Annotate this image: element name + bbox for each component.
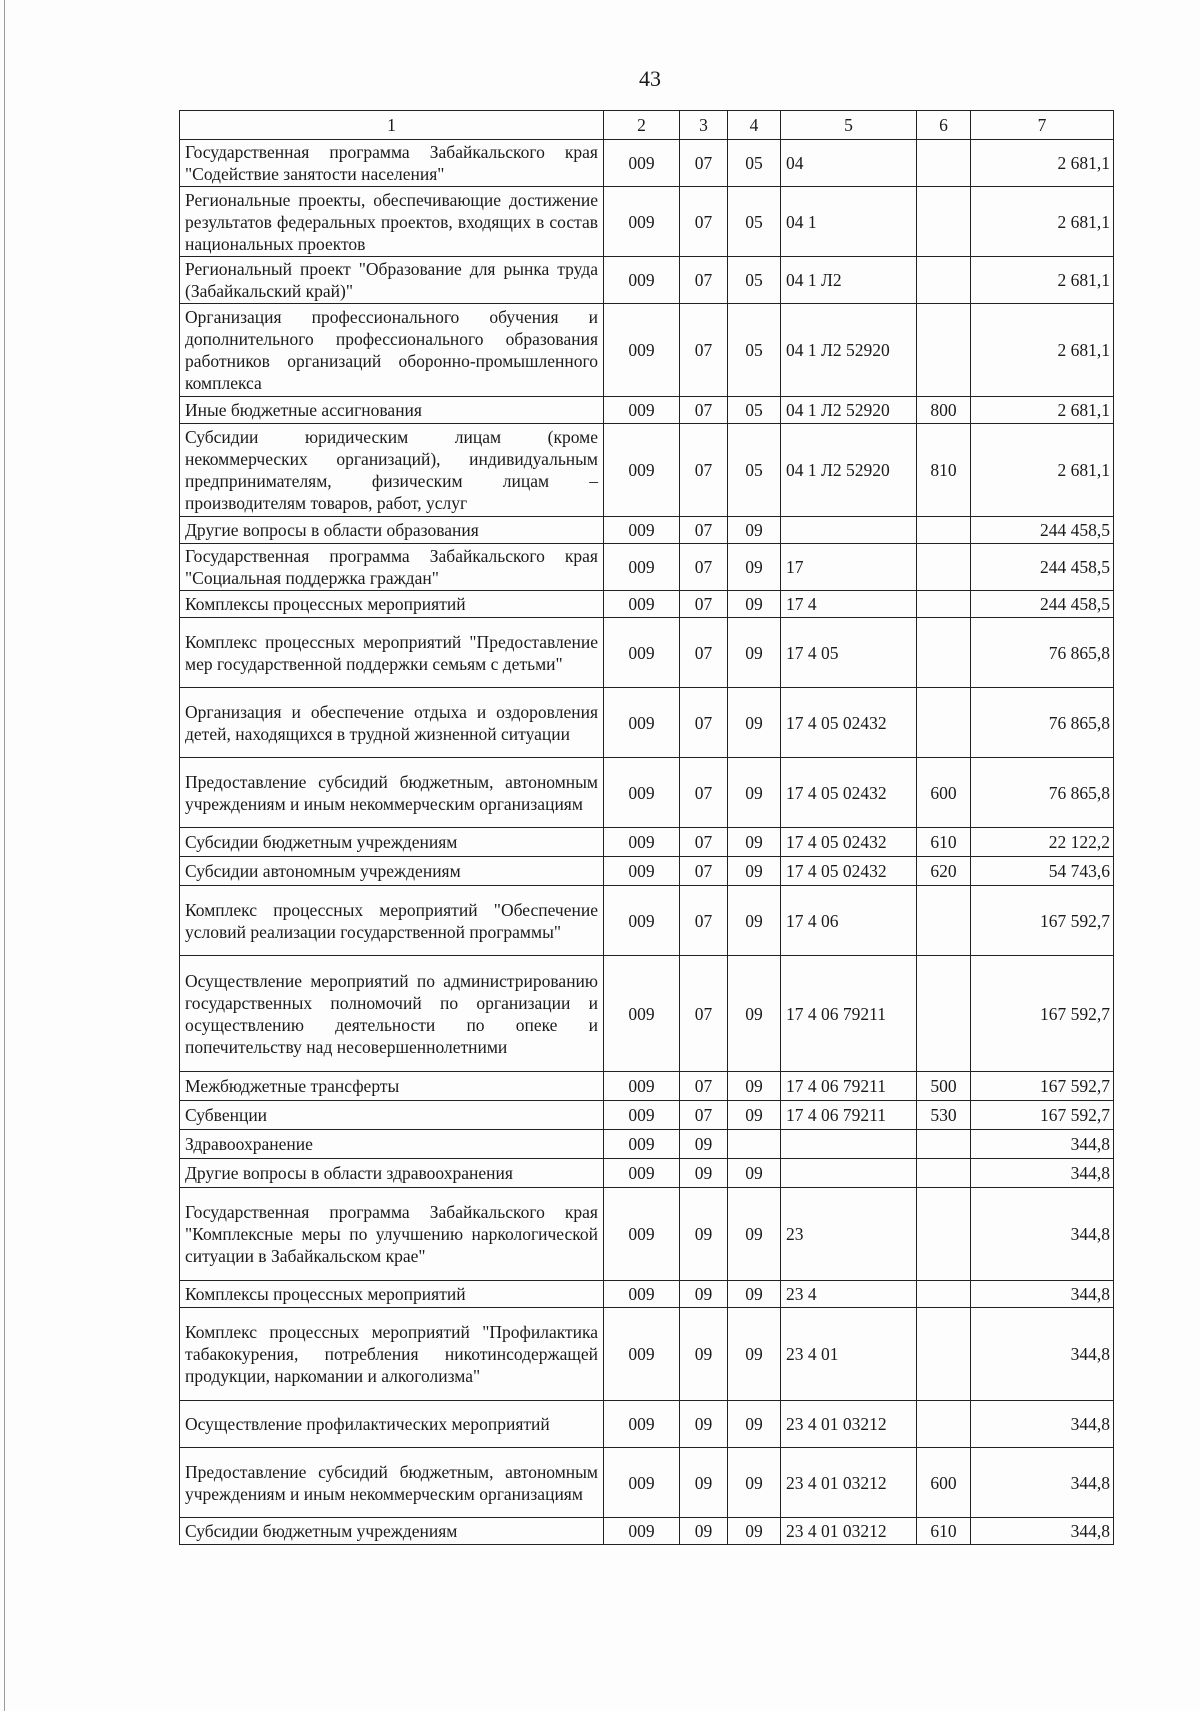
row-code-cell-5: 23 4 [781, 1281, 917, 1308]
row-amount-cell: 2 681,1 [971, 397, 1114, 424]
row-code-cell-2: 009 [604, 1130, 680, 1159]
table-row [180, 1188, 1114, 1281]
row-code-cell-3: 09 [680, 1159, 728, 1188]
row-code-cell-5 [781, 1130, 917, 1159]
scan-edge-line [4, 0, 5, 1711]
row-amount-cell: 244 458,5 [971, 544, 1114, 591]
row-code-cell-4: 05 [728, 304, 781, 397]
row-amount-cell: 76 865,8 [971, 618, 1114, 688]
table-row [180, 397, 1114, 424]
row-code-cell-2: 009 [604, 304, 680, 397]
row-amount-cell: 167 592,7 [971, 1072, 1114, 1101]
row-code-cell-5: 17 4 05 02432 [781, 828, 917, 857]
row-code-cell-2: 009 [604, 544, 680, 591]
row-name-cell: Межбюджетные трансферты [180, 1072, 604, 1101]
row-code-cell-4: 05 [728, 257, 781, 304]
budget-table [179, 110, 1114, 1545]
row-code-cell-5: 17 4 05 02432 [781, 758, 917, 828]
row-amount-cell: 54 743,6 [971, 857, 1114, 886]
row-name-cell: Субсидии бюджетным учреждениям [180, 1518, 604, 1545]
row-code-cell-6: 610 [917, 828, 971, 857]
table-row [180, 1281, 1114, 1308]
row-code-cell-3: 09 [680, 1281, 728, 1308]
row-code-cell-5 [781, 1159, 917, 1188]
row-name-cell: Предоставление субсидий бюджетным, автономным учреждениям и иным некоммерческим организациям [180, 1448, 604, 1518]
row-code-cell-2: 009 [604, 857, 680, 886]
row-code-cell-5: 04 1 Л2 [781, 257, 917, 304]
row-code-cell-2: 009 [604, 140, 680, 187]
row-amount-cell: 244 458,5 [971, 517, 1114, 544]
row-code-cell-6 [917, 1130, 971, 1159]
table-row [180, 591, 1114, 618]
row-code-cell-5: 23 4 01 03212 [781, 1518, 917, 1545]
row-name-cell: Здравоохранение [180, 1130, 604, 1159]
row-code-cell-2: 009 [604, 591, 680, 618]
row-code-cell-5: 17 4 05 02432 [781, 688, 917, 758]
row-code-cell-4: 09 [728, 517, 781, 544]
row-code-cell-2: 009 [604, 257, 680, 304]
row-name-cell: Комплекс процессных мероприятий "Профилактика табакокурения, потребления никотинсодержащей продукции, наркомании и алкоголизма" [180, 1308, 604, 1401]
table-row [180, 956, 1114, 1072]
row-code-cell-4: 09 [728, 1281, 781, 1308]
row-name-cell: Субсидии бюджетным учреждениям [180, 828, 604, 857]
table-row [180, 1401, 1114, 1448]
row-amount-cell: 244 458,5 [971, 591, 1114, 618]
table-row [180, 517, 1114, 544]
row-code-cell-4: 05 [728, 140, 781, 187]
header-cell-6: 6 [917, 111, 971, 140]
row-code-cell-3: 07 [680, 886, 728, 956]
row-code-cell-3: 07 [680, 1072, 728, 1101]
row-code-cell-2: 009 [604, 828, 680, 857]
table-row [180, 187, 1114, 257]
row-name-cell: Осуществление мероприятий по администрированию государственных полномочий по организации и осуществлению деятельности по опеке и попечительству над несовершеннолетними [180, 956, 604, 1072]
row-amount-cell: 167 592,7 [971, 1101, 1114, 1130]
row-code-cell-3: 07 [680, 1101, 728, 1130]
row-code-cell-6: 610 [917, 1518, 971, 1545]
row-name-cell: Комплекс процессных мероприятий "Предоставление мер государственной поддержки семьям с детьми" [180, 618, 604, 688]
row-code-cell-6 [917, 886, 971, 956]
row-code-cell-5: 17 4 06 79211 [781, 1072, 917, 1101]
row-code-cell-2: 009 [604, 1281, 680, 1308]
row-name-cell: Субсидии юридическим лицам (кроме некоммерческих организаций), индивидуальным предпринимателям, физическим лицам – производителям товаров, работ, услуг [180, 424, 604, 517]
row-code-cell-4: 09 [728, 1308, 781, 1401]
header-cell-2: 2 [604, 111, 680, 140]
row-code-cell-5 [781, 517, 917, 544]
row-amount-cell: 344,8 [971, 1159, 1114, 1188]
row-amount-cell: 344,8 [971, 1448, 1114, 1518]
row-name-cell: Предоставление субсидий бюджетным, автономным учреждениям и иным некоммерческим организациям [180, 758, 604, 828]
row-code-cell-3: 07 [680, 257, 728, 304]
row-code-cell-5: 17 4 06 79211 [781, 1101, 917, 1130]
row-code-cell-4: 05 [728, 187, 781, 257]
row-amount-cell: 2 681,1 [971, 257, 1114, 304]
row-code-cell-4: 09 [728, 1159, 781, 1188]
row-code-cell-2: 009 [604, 1401, 680, 1448]
row-name-cell: Субсидии автономным учреждениям [180, 857, 604, 886]
row-code-cell-4: 05 [728, 397, 781, 424]
row-code-cell-3: 07 [680, 304, 728, 397]
row-code-cell-4: 09 [728, 956, 781, 1072]
table-row [180, 1448, 1114, 1518]
row-code-cell-4: 09 [728, 591, 781, 618]
row-code-cell-3: 07 [680, 544, 728, 591]
table-row [180, 1308, 1114, 1401]
row-code-cell-3: 07 [680, 591, 728, 618]
row-code-cell-5: 17 4 05 02432 [781, 857, 917, 886]
row-code-cell-5: 23 [781, 1188, 917, 1281]
row-code-cell-4: 09 [728, 1188, 781, 1281]
row-code-cell-3: 09 [680, 1518, 728, 1545]
row-code-cell-3: 07 [680, 424, 728, 517]
row-amount-cell: 2 681,1 [971, 140, 1114, 187]
row-code-cell-5: 04 1 Л2 52920 [781, 397, 917, 424]
row-name-cell: Государственная программа Забайкальского края "Комплексные меры по улучшению наркологической ситуации в Забайкальском крае" [180, 1188, 604, 1281]
row-code-cell-3: 07 [680, 828, 728, 857]
table-row [180, 688, 1114, 758]
table-row [180, 758, 1114, 828]
row-code-cell-4: 09 [728, 1401, 781, 1448]
row-code-cell-2: 009 [604, 517, 680, 544]
row-code-cell-2: 009 [604, 618, 680, 688]
row-name-cell: Другие вопросы в области здравоохранения [180, 1159, 604, 1188]
row-code-cell-3: 09 [680, 1188, 728, 1281]
row-code-cell-3: 07 [680, 956, 728, 1072]
row-code-cell-4: 09 [728, 1072, 781, 1101]
row-code-cell-5: 04 [781, 140, 917, 187]
row-code-cell-5: 17 4 [781, 591, 917, 618]
row-code-cell-6 [917, 517, 971, 544]
budget-table-body [180, 111, 1114, 1545]
row-code-cell-5: 23 4 01 [781, 1308, 917, 1401]
row-code-cell-6 [917, 544, 971, 591]
row-code-cell-5: 04 1 Л2 52920 [781, 304, 917, 397]
header-cell-3: 3 [680, 111, 728, 140]
row-code-cell-4: 09 [728, 886, 781, 956]
row-code-cell-5: 17 4 06 79211 [781, 956, 917, 1072]
table-row [180, 618, 1114, 688]
row-code-cell-4: 09 [728, 544, 781, 591]
row-code-cell-3: 07 [680, 857, 728, 886]
row-code-cell-3: 07 [680, 397, 728, 424]
row-code-cell-2: 009 [604, 1159, 680, 1188]
table-row [180, 424, 1114, 517]
row-code-cell-4: 09 [728, 828, 781, 857]
table-row [180, 1072, 1114, 1101]
table-row [180, 544, 1114, 591]
row-code-cell-6: 500 [917, 1072, 971, 1101]
row-code-cell-6 [917, 591, 971, 618]
row-name-cell: Комплексы процессных мероприятий [180, 1281, 604, 1308]
row-code-cell-6 [917, 1401, 971, 1448]
row-code-cell-6: 600 [917, 1448, 971, 1518]
row-name-cell: Другие вопросы в области образования [180, 517, 604, 544]
row-code-cell-5: 04 1 Л2 52920 [781, 424, 917, 517]
row-code-cell-2: 009 [604, 424, 680, 517]
row-code-cell-2: 009 [604, 688, 680, 758]
row-amount-cell: 344,8 [971, 1281, 1114, 1308]
row-code-cell-6: 810 [917, 424, 971, 517]
page-number: 43 [639, 66, 661, 91]
row-code-cell-2: 009 [604, 886, 680, 956]
row-code-cell-4 [728, 1130, 781, 1159]
row-code-cell-6: 800 [917, 397, 971, 424]
row-code-cell-6 [917, 1159, 971, 1188]
row-code-cell-6 [917, 618, 971, 688]
row-code-cell-6 [917, 257, 971, 304]
table-row [180, 1101, 1114, 1130]
row-code-cell-5: 23 4 01 03212 [781, 1401, 917, 1448]
row-amount-cell: 2 681,1 [971, 304, 1114, 397]
row-name-cell: Организация профессионального обучения и дополнительного профессионального образования работников организаций оборонно-промышленного комплекса [180, 304, 604, 397]
row-code-cell-6 [917, 187, 971, 257]
row-name-cell: Субвенции [180, 1101, 604, 1130]
row-code-cell-5: 17 [781, 544, 917, 591]
row-amount-cell: 344,8 [971, 1401, 1114, 1448]
row-code-cell-6 [917, 1188, 971, 1281]
row-code-cell-2: 009 [604, 397, 680, 424]
row-code-cell-3: 07 [680, 618, 728, 688]
row-name-cell: Региональные проекты, обеспечивающие достижение результатов федеральных проектов, входящих в состав национальных проектов [180, 187, 604, 257]
row-code-cell-4: 05 [728, 424, 781, 517]
row-code-cell-3: 09 [680, 1130, 728, 1159]
table-header-row [180, 111, 1114, 140]
row-amount-cell: 167 592,7 [971, 956, 1114, 1072]
row-code-cell-3: 09 [680, 1401, 728, 1448]
table-row [180, 1159, 1114, 1188]
row-code-cell-6 [917, 1308, 971, 1401]
row-code-cell-5: 23 4 01 03212 [781, 1448, 917, 1518]
row-amount-cell: 344,8 [971, 1188, 1114, 1281]
table-row [180, 257, 1114, 304]
row-code-cell-2: 009 [604, 758, 680, 828]
table-row [180, 1518, 1114, 1545]
row-code-cell-2: 009 [604, 1308, 680, 1401]
row-code-cell-3: 07 [680, 758, 728, 828]
row-code-cell-3: 07 [680, 517, 728, 544]
row-code-cell-2: 009 [604, 1101, 680, 1130]
row-amount-cell: 76 865,8 [971, 688, 1114, 758]
row-code-cell-3: 09 [680, 1448, 728, 1518]
table-row [180, 857, 1114, 886]
row-code-cell-2: 009 [604, 1072, 680, 1101]
row-code-cell-2: 009 [604, 1518, 680, 1545]
row-code-cell-4: 09 [728, 857, 781, 886]
table-row [180, 1130, 1114, 1159]
row-amount-cell: 167 592,7 [971, 886, 1114, 956]
table-row [180, 886, 1114, 956]
row-code-cell-3: 09 [680, 1308, 728, 1401]
row-code-cell-6: 620 [917, 857, 971, 886]
row-code-cell-4: 09 [728, 618, 781, 688]
row-code-cell-3: 07 [680, 688, 728, 758]
row-name-cell: Региональный проект "Образование для рынка труда (Забайкальский край)" [180, 257, 604, 304]
row-amount-cell: 344,8 [971, 1130, 1114, 1159]
row-code-cell-6 [917, 688, 971, 758]
row-name-cell: Государственная программа Забайкальского края "Содействие занятости населения" [180, 140, 604, 187]
table-row [180, 828, 1114, 857]
table-row [180, 304, 1114, 397]
row-code-cell-6 [917, 956, 971, 1072]
row-code-cell-4: 09 [728, 758, 781, 828]
row-amount-cell: 344,8 [971, 1308, 1114, 1401]
table-row [180, 140, 1114, 187]
row-code-cell-2: 009 [604, 956, 680, 1072]
row-amount-cell: 2 681,1 [971, 187, 1114, 257]
row-code-cell-5: 04 1 [781, 187, 917, 257]
row-code-cell-2: 009 [604, 187, 680, 257]
row-code-cell-6 [917, 304, 971, 397]
row-code-cell-6 [917, 1281, 971, 1308]
row-name-cell: Комплексы процессных мероприятий [180, 591, 604, 618]
row-name-cell: Иные бюджетные ассигнования [180, 397, 604, 424]
header-cell-7: 7 [971, 111, 1114, 140]
row-code-cell-4: 09 [728, 1448, 781, 1518]
row-code-cell-3: 07 [680, 187, 728, 257]
row-amount-cell: 2 681,1 [971, 424, 1114, 517]
row-code-cell-5: 17 4 06 [781, 886, 917, 956]
row-amount-cell: 344,8 [971, 1518, 1114, 1545]
row-code-cell-6: 530 [917, 1101, 971, 1130]
row-name-cell: Государственная программа Забайкальского края "Социальная поддержка граждан" [180, 544, 604, 591]
row-code-cell-2: 009 [604, 1188, 680, 1281]
row-code-cell-4: 09 [728, 688, 781, 758]
header-cell-5: 5 [781, 111, 917, 140]
row-code-cell-4: 09 [728, 1518, 781, 1545]
row-code-cell-5: 17 4 05 [781, 618, 917, 688]
row-code-cell-6: 600 [917, 758, 971, 828]
row-amount-cell: 22 122,2 [971, 828, 1114, 857]
row-amount-cell: 76 865,8 [971, 758, 1114, 828]
row-name-cell: Комплекс процессных мероприятий "Обеспечение условий реализации государственной программы" [180, 886, 604, 956]
header-cell-4: 4 [728, 111, 781, 140]
header-cell-1: 1 [180, 111, 604, 140]
row-code-cell-3: 07 [680, 140, 728, 187]
row-name-cell: Осуществление профилактических мероприятий [180, 1401, 604, 1448]
row-name-cell: Организация и обеспечение отдыха и оздоровления детей, находящихся в трудной жизненной ситуации [180, 688, 604, 758]
row-code-cell-2: 009 [604, 1448, 680, 1518]
row-code-cell-6 [917, 140, 971, 187]
row-code-cell-4: 09 [728, 1101, 781, 1130]
